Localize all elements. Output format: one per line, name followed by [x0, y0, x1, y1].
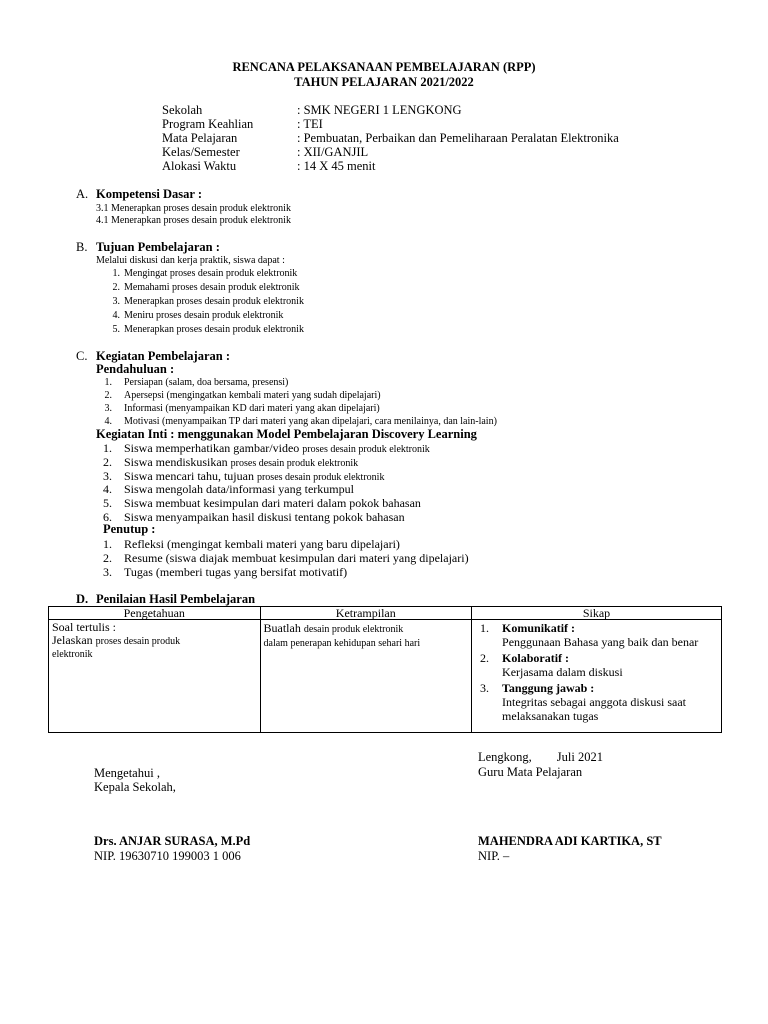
list-item-text: Tugas (memberi tugas yang bersifat motivatif): [124, 565, 348, 579]
section-a-letter: A.: [76, 187, 89, 201]
table-row: [49, 620, 722, 733]
penutup-heading: Penutup :: [103, 522, 156, 536]
kegiatan-inti-heading: Kegiatan Inti : menggunakan Model Pembelajaran Discovery Learning: [96, 427, 477, 441]
list-item-text: Mengingat proses desain produk elektronik: [124, 268, 298, 279]
section-d-letter: D.: [76, 592, 89, 606]
sikap-item: 2. Kolaboratif : Kerjasama dalam diskusi: [480, 651, 623, 679]
list-item-text: Motivasi (menyampaikan TP dari materi yang akan dipelajari, cara menilainya, dan lain-lain): [124, 416, 497, 427]
list-item-text: Menerapkan proses desain produk elektronik: [124, 296, 304, 307]
list-item-text: Siswa memperhatikan gambar/video proses desain produk elektronik: [124, 441, 430, 455]
identity-value: : Pembuatan, Perbaikan dan Pemeliharaan Peralatan Elektronika: [297, 131, 619, 145]
section-a-heading: Kompetensi Dasar :: [96, 187, 203, 201]
guru-name: MAHENDRA ADI KARTIKA, ST: [478, 834, 662, 848]
cell-text: Jelaskan proses desain produk: [52, 633, 181, 647]
cell-text: elektronik: [52, 649, 93, 660]
penilaian-table: [48, 606, 722, 733]
list-item-text: Siswa membuat kesimpulan dari materi dalam pokok bahasan: [124, 496, 421, 510]
list-item-text: Informasi (menyampaikan KD dari materi yang akan dipelajari): [124, 403, 380, 414]
kepala-title: Kepala Sekolah,: [94, 780, 176, 794]
section-b-intro: Melalui diskusi dan kerja praktik, siswa dapat :: [96, 255, 285, 266]
section-d-heading: Penilaian Hasil Pembelajaran: [96, 592, 256, 606]
list-item-text: Siswa mencari tahu, tujuan proses desain produk elektronik: [124, 469, 385, 483]
list-item-text: Siswa mengolah data/informasi yang terkumpul: [124, 482, 354, 496]
pengetahuan-cell: [49, 620, 261, 733]
identity-value: : TEI: [297, 117, 323, 131]
list-item-text: Apersepsi (mengingatkan kembali materi yang sudah dipelajari): [124, 390, 381, 401]
list-item-text: Memahami proses desain produk elektronik: [124, 282, 300, 293]
identity-label: Program Keahlian: [162, 117, 254, 131]
identity-label: Sekolah: [162, 103, 203, 117]
list-item-text: Meniru proses desain produk elektronik: [124, 310, 284, 321]
column-header: Ketrampilan: [260, 607, 472, 620]
guru-title: Guru Mata Pelajaran: [478, 765, 583, 779]
section-b-heading: Tujuan Pembelajaran :: [96, 240, 220, 254]
identity-label: Mata Pelajaran: [162, 131, 238, 145]
column-header: Sikap: [472, 607, 722, 620]
identity-value: : XII/GANJIL: [297, 145, 369, 159]
section-b-letter: B.: [76, 240, 88, 254]
list-item-text: Resume (siswa diajak membuat kesimpulan dari materi yang dipelajari): [124, 551, 469, 565]
list-item-text: Persiapan (salam, doa bersama, presensi): [124, 377, 289, 388]
sikap-cell: [472, 620, 722, 733]
kepala-name: Drs. ANJAR SURASA, M.Pd: [94, 834, 251, 848]
document-subtitle: TAHUN PELAJARAN 2021/2022: [294, 75, 474, 89]
list-item-text: Refleksi (mengingat kembali materi yang baru dipelajari): [124, 537, 400, 551]
sikap-item: 3. Tanggung jawab : Integritas sebagai anggota diskusi saat melaksanakan tugas: [480, 681, 686, 723]
table-header-row: [49, 607, 722, 620]
pendahuluan-heading: Pendahuluan :: [96, 362, 175, 376]
identity-label: Kelas/Semester: [162, 145, 240, 159]
sikap-item: 1. Komunikatif : Penggunaan Bahasa yang baik dan benar: [480, 621, 699, 649]
list-item-text: Siswa mendiskusikan proses desain produk elektronik: [124, 455, 359, 469]
list-item-text: Siswa menyampaikan hasil diskusi tentang pokok bahasan: [124, 510, 405, 524]
section-c-heading: Kegiatan Pembelajaran :: [96, 349, 231, 363]
cell-text: Soal tertulis :: [52, 620, 116, 634]
cell-text: dalam penerapan kehidupan sehari hari: [263, 638, 421, 649]
list-item-text: Menerapkan proses desain produk elektronik: [124, 324, 304, 335]
identity-value: : 14 X 45 menit: [297, 159, 376, 173]
ketrampilan-cell: [260, 620, 472, 733]
kepala-nip: NIP. 19630710 199003 1 006: [94, 849, 241, 863]
list-item: 3.1 Menerapkan proses desain produk elektronik: [96, 203, 291, 214]
guru-nip: NIP. –: [478, 849, 510, 863]
place-date: Lengkong, Juli 2021: [478, 750, 603, 764]
mengetahui-label: Mengetahui ,: [94, 766, 160, 780]
section-c-letter: C.: [76, 349, 88, 363]
document-title: RENCANA PELAKSANAAN PEMBELAJARAN (RPP): [232, 60, 536, 74]
cell-text: Buatlah desain produk elektronik: [263, 621, 404, 635]
identity-value: : SMK NEGERI 1 LENGKONG: [297, 103, 462, 117]
list-item: 4.1 Menerapkan proses desain produk elektronik: [96, 215, 291, 226]
identity-label: Alokasi Waktu: [162, 159, 237, 173]
column-header: Pengetahuan: [49, 607, 261, 620]
